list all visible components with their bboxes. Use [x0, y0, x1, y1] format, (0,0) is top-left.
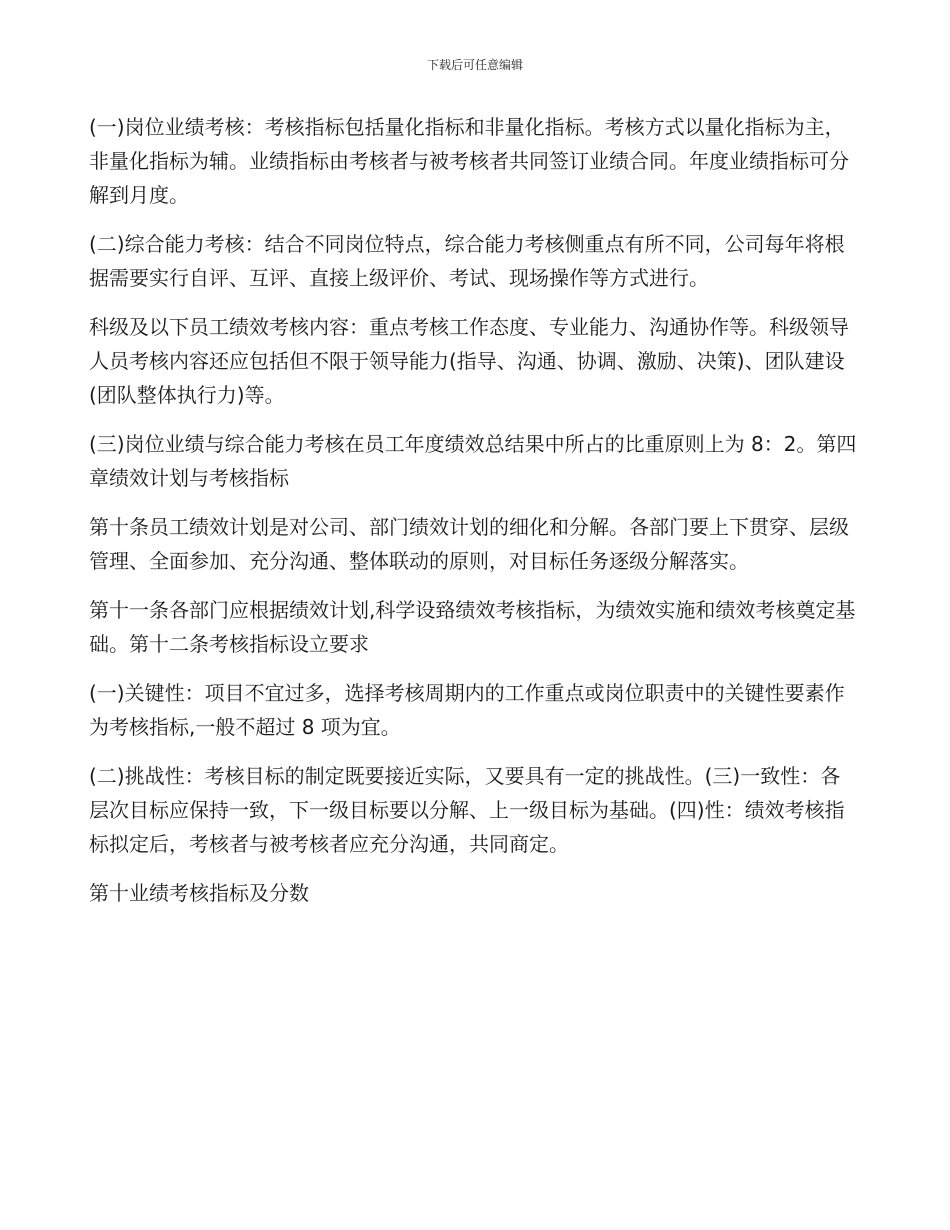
paragraph-7: (一)关键性：项目不宜过多，选择考核周期内的工作重点或岗位职责中的关键性要素作为考核指标,一般不超过 8 项为宜。: [89, 681, 845, 739]
paragraph-6: 第十一条各部门应根据绩效计划,科学设臵绩效考核指标，为绩效实施和绩效考核奠定基础。第十二条考核指标设立要求: [89, 598, 856, 656]
paragraph-8: (二)挑战性：考核目标的制定既要接近实际，又要具有一定的挑战性。(三)一致性：各层次目标应保持一致，下一级目标要以分解、上一级目标为基础。(四)性：绩效考核指标拟定后，考核者与被考核者应充分沟通，共同商定。: [89, 764, 845, 856]
paragraph-4: (三)岗位业绩与综合能力考核在员工年度绩效总结果中所占的比重原则上为 8：2。第四章绩效计划与考核指标: [89, 432, 857, 490]
paragraph-9: 第十业绩考核指标及分数: [89, 881, 309, 905]
paragraph-3: 科级及以下员工绩效考核内容：重点考核工作态度、专业能力、沟通协作等。科级领导人员考核内容还应包括但不限于领导能力(指导、沟通、协调、激励、决策)、团队建设(团队整体执行力)等。: [89, 315, 849, 407]
page-header: 下载后可任意编辑: [426, 58, 523, 72]
paragraph-1: (一)岗位业绩考核：考核指标包括量化指标和非量化指标。考核方式以量化指标为主，非量化指标为辅。业绩指标由考核者与被考核者共同签订业绩合同。年度业绩指标可分解到月度。: [89, 115, 849, 207]
paragraph-5: 第十条员工绩效计划是对公司、部门绩效计划的细化和分解。各部门要上下贯穿、层级管理、全面参加、充分沟通、整体联动的原则，对目标任务逐级分解落实。: [89, 515, 849, 573]
paragraph-2: (二)综合能力考核：结合不同岗位特点，综合能力考核侧重点有所不同，公司每年将根据需要实行自评、互评、直接上级评价、考试、现场操作等方式进行。: [89, 232, 845, 290]
document-body: [89, 110, 857, 925]
